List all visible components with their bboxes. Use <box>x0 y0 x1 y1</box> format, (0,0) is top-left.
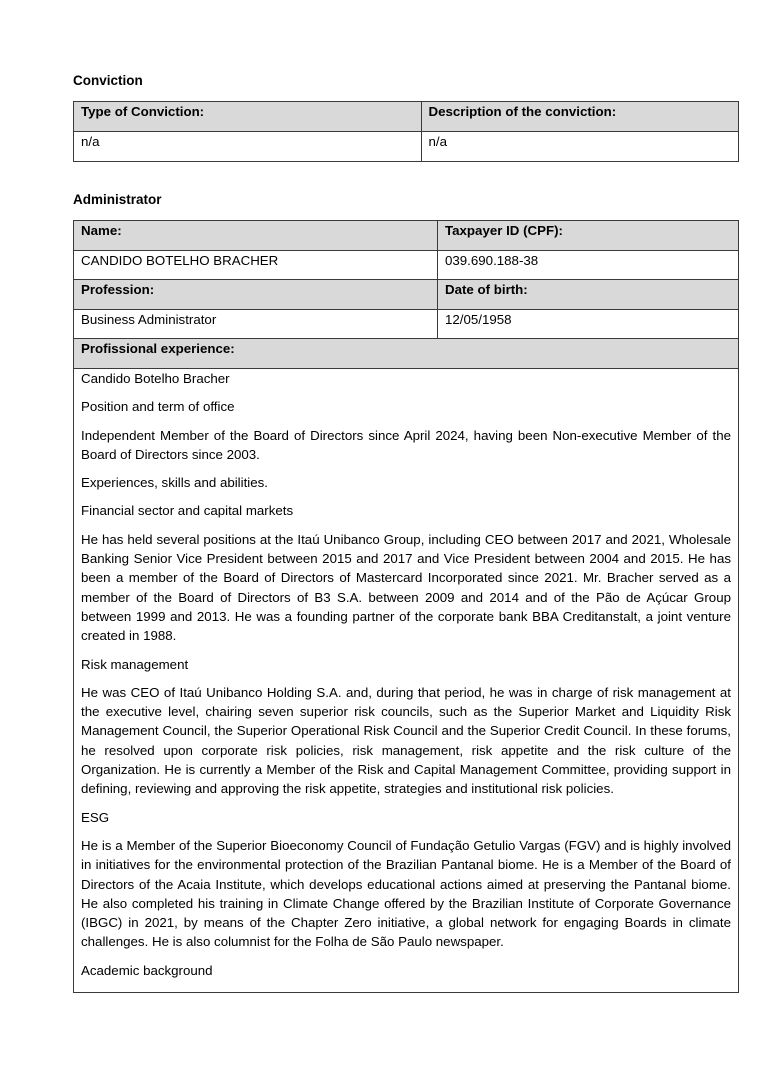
name-header-row <box>74 221 739 251</box>
dob-value: 12/05/1958 <box>438 310 739 339</box>
conviction-description-header: Description of the conviction: <box>421 102 739 132</box>
financial-heading: Financial sector and capital markets <box>81 503 294 519</box>
name-value: CANDIDO BOTELHO BRACHER <box>74 251 438 280</box>
skills-heading: Experiences, skills and abilities. <box>81 475 268 491</box>
experience-body-row <box>74 369 739 993</box>
financial-text: He has held several positions at the Itaú Unibanco Group, including CEO between 2017 and 2021, Wholesale Banking Senior Vice President between 2015 and 2017 and Vice President between 2004 and 2015. He has been a member of the Board of Directors of Mastercard Incorporated since 2021. Mr. Bracher served as a member of the Board of Directors of B3 S.A. between 2009 and 2014 and of the Pão de Açúcar Group between 1999 and 2013. He was a founding partner of the corporate bank BBA Creditanstalt, a joint venture created in 1988. <box>81 531 731 644</box>
dob-label: Date of birth: <box>438 280 739 310</box>
conviction-section-title: Conviction <box>73 73 143 88</box>
profession-value-row <box>74 310 739 339</box>
experience-label: Profissional experience: <box>74 339 739 369</box>
conviction-type-value: n/a <box>74 132 422 162</box>
administrator-section-title: Administrator <box>73 192 162 207</box>
cpf-value: 039.690.188-38 <box>438 251 739 280</box>
conviction-type-header: Type of Conviction: <box>74 102 422 132</box>
esg-text: He is a Member of the Superior Bioeconomy Council of Fundação Getulio Vargas (FGV) and is highly involved in initiatives for the environmental protection of the Brazilian Pantanal biome. He is a Member of the Board of Directors of the Acaia Institute, which develops educational actions aimed at preserving the Pantanal biome. He also completed his training in Climate Change offered by the Brazilian Institute of Corporate Governance (IBGC) in 2021, by means of the Chapter Zero initiative, a global network for engaging Boards in climate challenges. He is also columnist for the Folha de São Paulo newspaper. <box>81 837 731 950</box>
position-text: Independent Member of the Board of Directors since April 2024, having been Non-executive Member of the Board of Directors since 2003. <box>81 427 731 462</box>
name-label: Name: <box>74 221 438 251</box>
profession-header-row <box>74 280 739 310</box>
risk-text: He was CEO of Itaú Unibanco Holding S.A. and, during that period, he was in charge of risk management at the executive level, chairing seven superior risk councils, such as the Superior Market and Liquidity Risk Management Council, the Superior Operational Risk Council and the Superior Credit Council. In these forums, he resolved upon corporate risk policies, risk management, risk appetite and the risk culture of the Organization. He is currently a Member of the Risk and Capital Management Committee, providing support in defining, reviewing and approving the risk appetite, strategies and institutional risk policies. <box>81 684 731 797</box>
conviction-description-value: n/a <box>421 132 739 162</box>
position-heading: Position and term of office <box>81 399 235 415</box>
experience-body <box>74 369 739 993</box>
risk-heading: Risk management <box>81 656 189 672</box>
academic-heading: Academic background <box>81 962 213 978</box>
profession-value: Business Administrator <box>74 310 438 339</box>
experience-person-name: Candido Botelho Bracher <box>81 371 230 386</box>
administrator-table <box>73 220 739 993</box>
conviction-table <box>73 101 739 162</box>
esg-heading: ESG <box>81 809 110 825</box>
name-value-row <box>74 251 739 280</box>
experience-header-row <box>74 339 739 369</box>
profession-label: Profession: <box>74 280 438 310</box>
conviction-value-row <box>74 132 739 162</box>
conviction-header-row <box>74 102 739 132</box>
cpf-label: Taxpayer ID (CPF): <box>438 221 739 251</box>
